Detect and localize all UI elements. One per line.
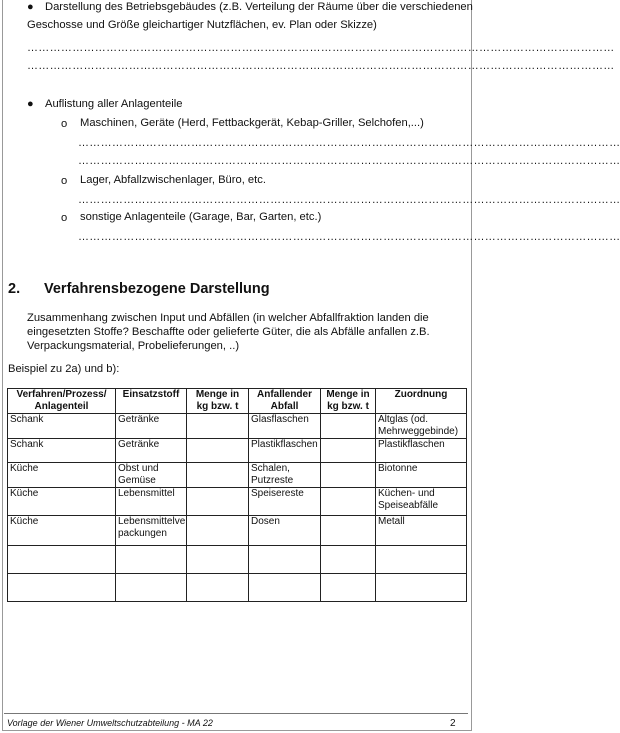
table-row <box>8 516 467 546</box>
bullet-1-line-2: Geschosse und Größe gleichartiger Nutzflächen, ev. Plan oder Skizze) <box>27 19 377 31</box>
table-cell <box>187 488 249 516</box>
table-cell: Getränke <box>116 414 187 439</box>
header-process: Verfahren/Prozess/ Anlagenteil <box>8 389 116 414</box>
section-2-paragraph-line-1: Zusammenhang zwischen Input und Abfällen (in welcher Abfallfraktion landen die <box>27 312 429 324</box>
table-cell: Dosen <box>249 516 321 546</box>
table-cell <box>321 516 376 546</box>
table-row <box>8 574 467 602</box>
table-cell <box>8 574 116 602</box>
table-row <box>8 439 467 463</box>
table-row <box>8 546 467 574</box>
table-cell: Schank <box>8 414 116 439</box>
section-2-number: 2. <box>8 281 21 297</box>
example-caption: Beispiel zu 2a) und b): <box>8 363 120 375</box>
dotted-line-1: ………………………………………………………………………………………………………………………………………… <box>27 42 615 54</box>
table-cell: Plastikflaschen <box>249 439 321 463</box>
sub-marker-1: o <box>61 118 68 130</box>
table-cell: Schalen, Putzreste <box>249 463 321 488</box>
footer-divider <box>4 713 468 714</box>
bullet-1-dot: ● <box>27 1 34 13</box>
table-cell <box>321 439 376 463</box>
table-cell <box>116 574 187 602</box>
section-2-title: Verfahrensbezogene Darstellung <box>44 281 270 297</box>
table-cell: Küche <box>8 463 116 488</box>
table-cell: Obst und Gemüse <box>116 463 187 488</box>
table-row <box>8 463 467 488</box>
header-input-material: Einsatzstoff <box>116 389 187 414</box>
table-cell: Plastikflaschen <box>376 439 467 463</box>
header-assignment: Zuordnung <box>376 389 467 414</box>
waste-table <box>7 388 467 602</box>
table-cell: Altglas (od. Mehrweggebinde) <box>376 414 467 439</box>
table-cell <box>376 546 467 574</box>
sub-item-other: sonstige Anlagenteile (Garage, Bar, Garten, etc.) <box>80 211 322 223</box>
sub-marker-3: o <box>61 212 68 224</box>
table-cell <box>187 439 249 463</box>
page-number: 2 <box>450 718 456 729</box>
table-cell: Küche <box>8 488 116 516</box>
table-cell <box>116 546 187 574</box>
footer-text: Vorlage der Wiener Umweltschutzabteilung - MA 22 <box>7 718 213 728</box>
dotted-line-3: ……………………………………………………………………………………………………………………………… <box>78 137 620 149</box>
table-cell <box>321 546 376 574</box>
table-cell <box>187 516 249 546</box>
table-cell: Lebensmittelve packungen <box>116 516 187 546</box>
table-cell <box>321 463 376 488</box>
sub-marker-2: o <box>61 175 68 187</box>
table-cell: Metall <box>376 516 467 546</box>
table-cell: Schank <box>8 439 116 463</box>
table-cell <box>249 546 321 574</box>
table-cell <box>321 488 376 516</box>
table-cell: Speisereste <box>249 488 321 516</box>
header-input-amount: Menge in kg bzw. t <box>187 389 249 414</box>
table-row <box>8 488 467 516</box>
table-row <box>8 414 467 439</box>
table-cell <box>187 463 249 488</box>
table-cell <box>8 546 116 574</box>
table-cell <box>187 546 249 574</box>
table-cell: Küchen- und Speiseabfälle <box>376 488 467 516</box>
table-header-row <box>8 389 467 414</box>
dotted-line-4: ……………………………………………………………………………………………………………………………… <box>78 155 620 167</box>
table-cell <box>249 574 321 602</box>
bullet-2-dot: ● <box>27 98 34 110</box>
table-cell <box>376 574 467 602</box>
table-cell <box>321 574 376 602</box>
table-cell <box>321 414 376 439</box>
dotted-line-6: ……………………………………………………………………………………………………………………………… <box>78 231 620 243</box>
dotted-line-5: ……………………………………………………………………………………………………………………………… <box>78 194 620 206</box>
header-waste-amount: Menge in kg bzw. t <box>321 389 376 414</box>
bullet-1-line-1: Darstellung des Betriebsgebäudes (z.B. Verteilung der Räume über die verschiedenen <box>45 1 473 13</box>
header-waste: Anfallender Abfall <box>249 389 321 414</box>
table-cell: Biotonne <box>376 463 467 488</box>
dotted-line-2: ………………………………………………………………………………………………………………………………………… <box>27 60 615 72</box>
sub-item-machines: Maschinen, Geräte (Herd, Fettbackgerät, Kebap-Griller, Selchofen,...) <box>80 117 424 129</box>
table-cell: Küche <box>8 516 116 546</box>
section-2-paragraph-line-2: eingesetzten Stoffe? Beschaffte oder gelieferte Güter, die als Abfälle anfallen z.B. <box>27 326 430 338</box>
table-cell <box>187 574 249 602</box>
table-cell: Glasflaschen <box>249 414 321 439</box>
table-cell: Lebensmittel <box>116 488 187 516</box>
bullet-2-text: Auflistung aller Anlagenteile <box>45 98 183 110</box>
table-cell: Getränke <box>116 439 187 463</box>
sub-item-storage: Lager, Abfallzwischenlager, Büro, etc. <box>80 174 266 186</box>
section-2-paragraph-line-3: Verpackungsmaterial, Probelieferungen, ..) <box>27 340 240 352</box>
table-cell <box>187 414 249 439</box>
